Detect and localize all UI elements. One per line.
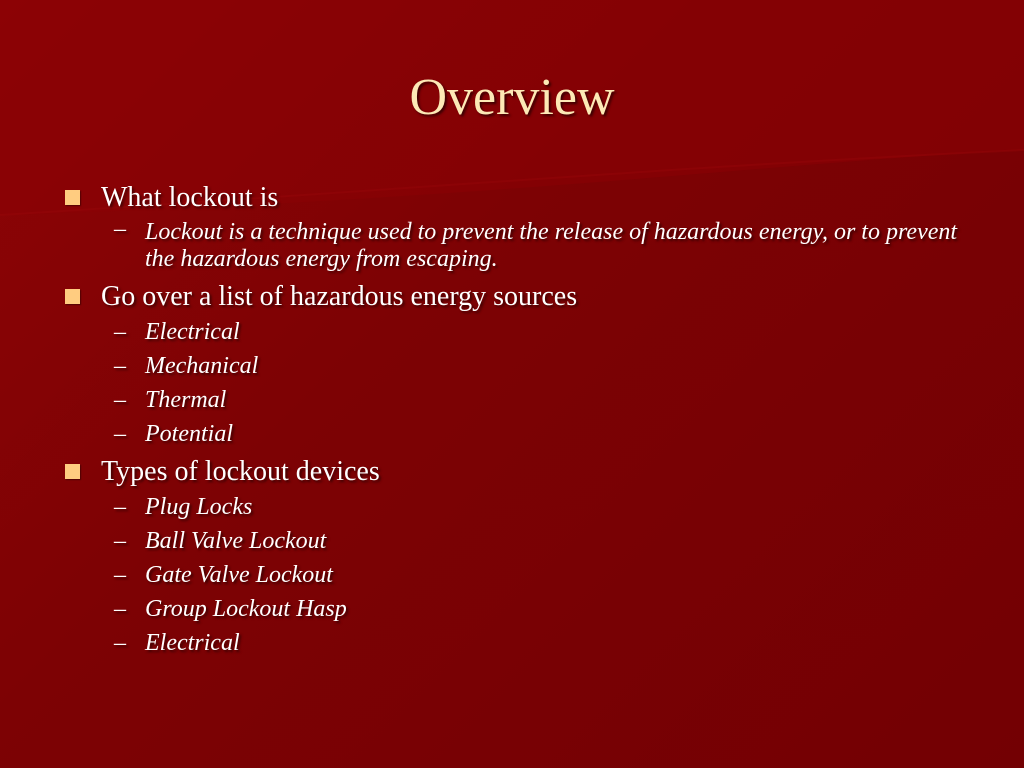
sub-bullet-text: Thermal (145, 387, 227, 413)
square-bullet-icon (65, 464, 80, 479)
sub-bullet-item (64, 558, 964, 592)
bullet-item (64, 180, 964, 216)
bullet-text: Types of lockout devices (101, 456, 380, 487)
sub-bullet-item (64, 315, 964, 349)
dash-marker: – (114, 562, 126, 588)
sub-bullet-item (64, 524, 964, 558)
sub-bullet-item (64, 417, 964, 451)
bullet-item (64, 279, 964, 315)
dash-marker: – (114, 387, 126, 413)
dash-marker: – (114, 421, 126, 447)
sub-bullet-text: Plug Locks (145, 494, 253, 520)
sub-bullet-text: Ball Valve Lockout (145, 528, 327, 554)
dash-marker: – (114, 216, 126, 242)
square-bullet-icon (65, 289, 80, 304)
slide-title: Overview (409, 69, 615, 126)
sub-bullet-text: Lockout is a technique used to prevent the release of hazardous energy, or to prevent the hazardous energy from escaping. (145, 219, 958, 272)
bullet-list (64, 180, 964, 660)
sub-bullet-text: Potential (145, 421, 233, 447)
dash-marker: – (114, 630, 126, 656)
square-bullet-icon (65, 190, 80, 205)
sub-bullet-item (64, 626, 964, 660)
sub-bullet-text: Group Lockout Hasp (145, 596, 347, 622)
sub-bullet-text: Mechanical (145, 353, 259, 379)
bullet-text: What lockout is (101, 182, 279, 213)
dash-marker: – (114, 494, 126, 520)
sub-bullet-item (64, 490, 964, 524)
dash-marker: – (114, 596, 126, 622)
bullet-item (64, 454, 964, 490)
sub-bullet-item (64, 216, 964, 276)
dash-marker: – (114, 528, 126, 554)
sub-bullet-text: Electrical (145, 630, 240, 656)
dash-marker: – (114, 353, 126, 379)
sub-bullet-item (64, 383, 964, 417)
sub-bullet-item (64, 592, 964, 626)
sub-bullet-text: Electrical (145, 319, 240, 345)
dash-marker: – (114, 319, 126, 345)
sub-bullet-item (64, 349, 964, 383)
bullet-text: Go over a list of hazardous energy sources (101, 281, 578, 312)
sub-bullet-text: Gate Valve Lockout (145, 562, 333, 588)
